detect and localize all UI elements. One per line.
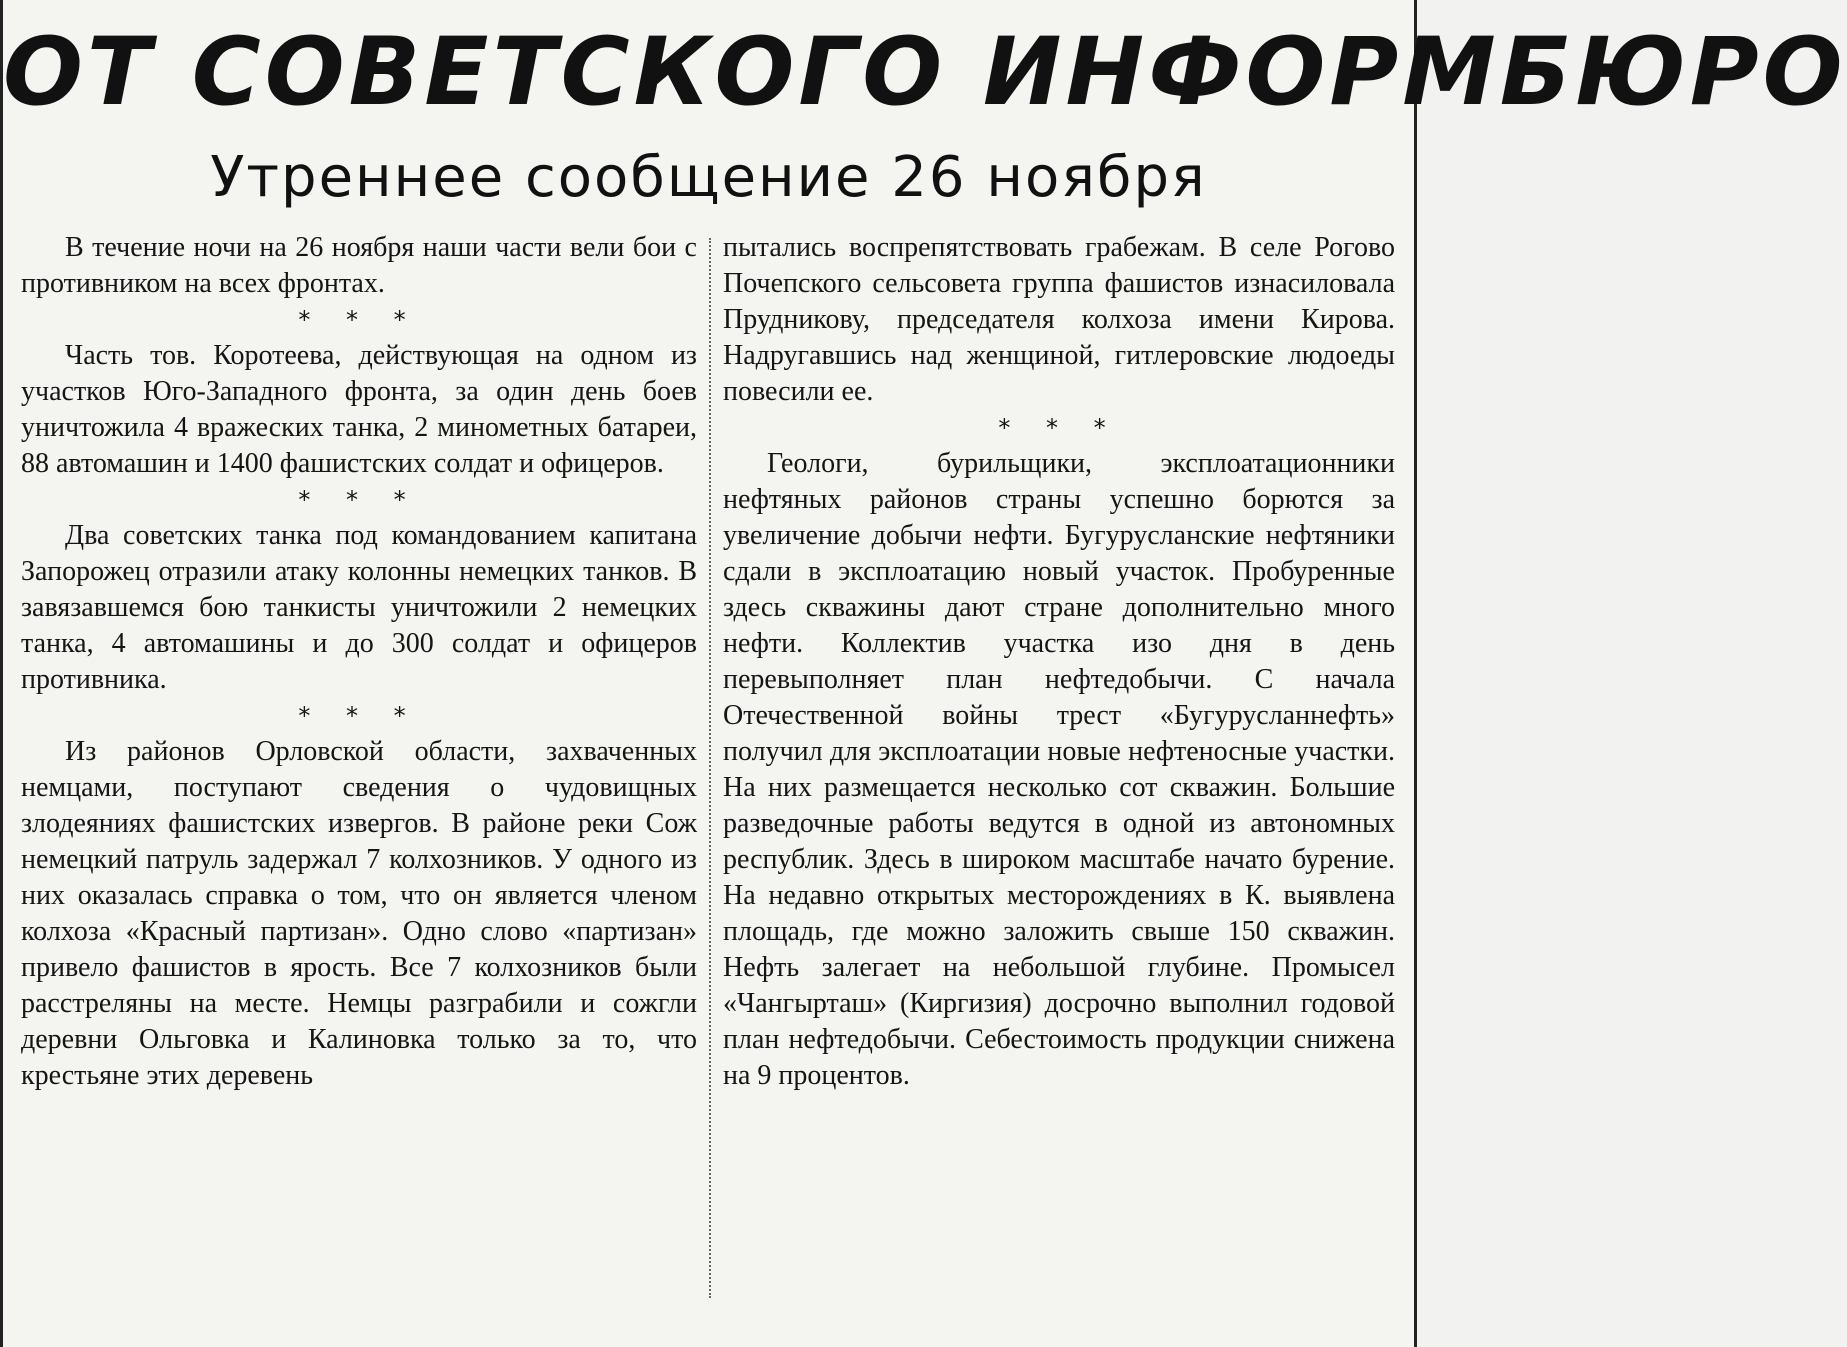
right-column bbox=[723, 230, 1395, 1094]
page-title: ОТ СОВЕТСКОГО ИНФОРМБЮРО bbox=[3, 18, 1847, 127]
section-separator: * * * bbox=[298, 486, 420, 514]
paragraph-oil-workers: Геологи, бурильщики, эксплоатационники нефтяных районов страны успешно борются за увеличение добычи нефти. Бугурусланские нефтяники сдали в эксплоатацию новый участок. Пробуренные здесь скважины дают стране дополнительно много нефти. Коллектив участка изо дня в день перевыполняет план нефтедобычи. С начала Отечественной войны трест «Бугурусланнефть» получил для эксплоатации новые нефтеносные участки. На них размещается несколько сот скважин. Большие разведочные работы ведутся в одной из автономных республик. Здесь в широком масштабе начато бурение. На недавно открытых месторождениях в К. выявлена площадь, где можно заложить свыше 150 скважин. Нефть залегает на небольшой глубине. Промысел «Чангырташ» (Киргизия) досрочно выполнил годовой план нефтедобычи. Себестоимость продукции снижена на 9 процентов. bbox=[723, 448, 1395, 1091]
paragraph-orel-atrocities-continued: пытались воспрепятствовать грабежам. В селе Рогово Почепского сельсовета группа фашистов изнасиловала Прудникову, председателя колхоза имени Кирова. Надругавшись над женщиной, гитлеровские людоеды повесили ее. bbox=[723, 232, 1395, 407]
section-separator: * * * bbox=[998, 414, 1120, 442]
section-separator: * * * bbox=[298, 702, 420, 730]
left-column bbox=[21, 230, 697, 1094]
paragraph-koroteev-unit: Часть тов. Коротеева, действующая на одном из участков Юго-Западного фронта, за один день боев уничтожила 4 вражеских танка, 2 минометных батареи, 88 автомашин и 1400 фашистских солдат и офицеров. bbox=[21, 340, 697, 479]
article-subtitle: Утреннее сообщение 26 ноября bbox=[210, 145, 1207, 210]
column-divider bbox=[709, 238, 711, 1298]
section-separator: * * * bbox=[298, 306, 420, 334]
paragraph-orel-atrocities: Из районов Орловской области, захваченных немцами, поступают сведения о чудовищных злодеяниях фашистских извергов. В районе реки Сож немецкий патруль задержал 7 колхозников. У одного из них оказалась справка о том, что он является членом колхоза «Красный партизан». Одно слово «партизан» привело фашистов в ярость. Все 7 колхозников были расстреляны на месте. Немцы разграбили и сожгли деревни Ольговка и Калиновка только за то, что крестьяне этих деревень bbox=[21, 736, 697, 1091]
paragraph-two-tanks: Два советских танка под командованием капитана Запорожец отразили атаку колонны немецких танков. В завязавшемся бою танкисты уничтожили 2 немецких танка, 4 автомашины и до 300 солдат и офицеров противника. bbox=[21, 520, 697, 695]
paragraph-night-fighting: В течение ночи на 26 ноября наши части вели бои с противником на всех фронтах. bbox=[21, 232, 697, 299]
